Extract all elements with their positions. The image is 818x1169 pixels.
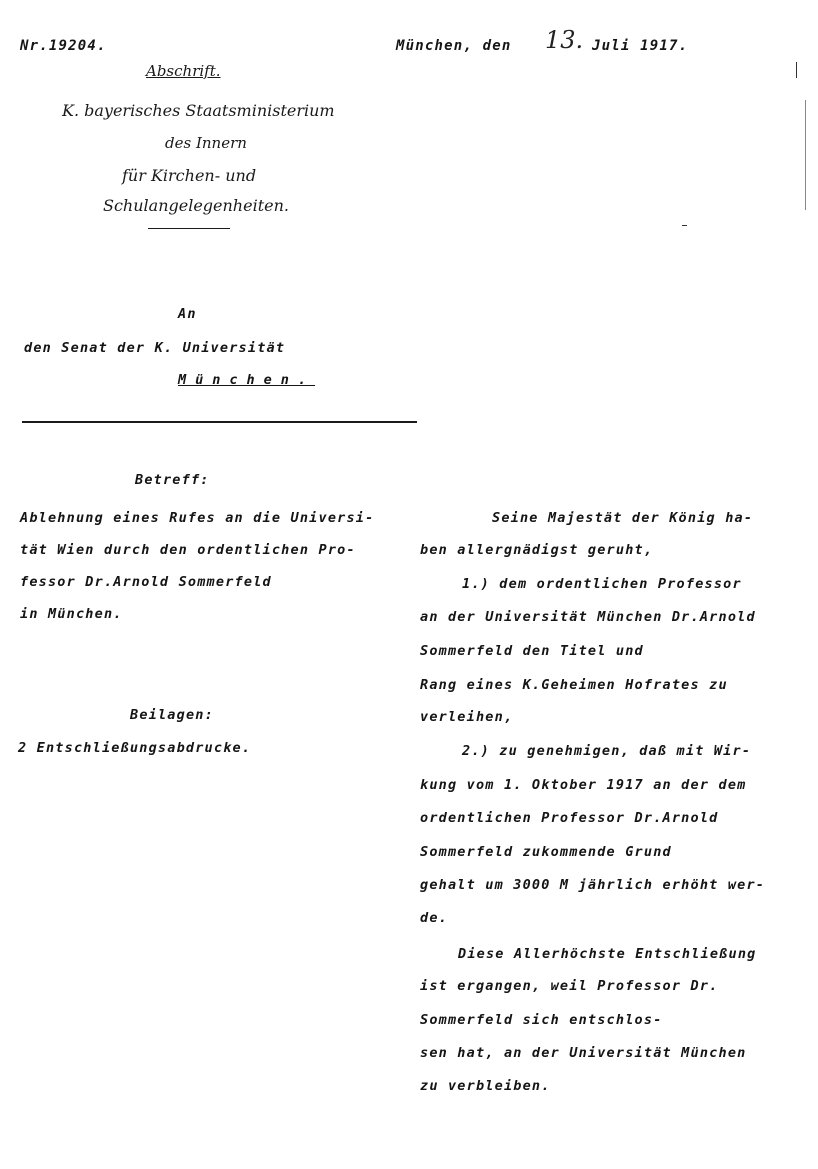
- body-line-13: de.: [420, 910, 448, 926]
- body-line-15: ist ergangen, weil Professor Dr.: [420, 978, 719, 994]
- document-reference: Nr.19204.: [20, 38, 107, 54]
- scan-speck: [682, 225, 687, 226]
- enclosures-heading: Beilagen:: [130, 707, 214, 723]
- body-line-17: sen hat, an der Universität München: [420, 1045, 747, 1061]
- body-line-6: Rang eines K.Geheimen Hofrates zu: [420, 677, 728, 693]
- subject-line-1: Ablehnung eines Rufes an die Universi-: [20, 510, 375, 526]
- place-date-prefix: München, den: [396, 38, 512, 54]
- date-month-year: Juli 1917.: [592, 38, 689, 54]
- handwritten-date-day: 13.: [545, 26, 584, 54]
- body-line-5: Sommerfeld den Titel und: [420, 643, 644, 659]
- subject-line-3: fessor Dr.Arnold Sommerfeld: [20, 574, 272, 590]
- subject-line-2: tät Wien durch den ordentlichen Pro-: [20, 542, 356, 558]
- scan-speck: [805, 100, 806, 210]
- scan-speck: [796, 62, 797, 78]
- letterhead-divider: [148, 228, 230, 229]
- body-line-10: ordentlichen Professor Dr.Arnold: [420, 810, 719, 826]
- subject-line-4: in München.: [20, 606, 123, 622]
- body-line-9: kung vom 1. Oktober 1917 an der dem: [420, 777, 747, 793]
- subject-heading: Betreff:: [135, 472, 210, 488]
- body-line-4: an der Universität München Dr.Arnold: [420, 609, 756, 625]
- body-line-8: 2.) zu genehmigen, daß mit Wir-: [462, 743, 752, 759]
- body-line-7: verleihen,: [420, 709, 514, 725]
- recipient-senate: den Senat der K. Universität: [24, 340, 286, 356]
- body-line-1: Seine Majestät der König ha-: [492, 510, 754, 526]
- letterhead-interior: des Innern: [165, 134, 247, 152]
- body-line-18: zu verbleiben.: [420, 1078, 551, 1094]
- letterhead-schools: Schulangelegenheiten.: [103, 196, 289, 215]
- letterhead-churches: für Kirchen- und: [122, 166, 257, 185]
- body-line-16: Sommerfeld sich entschlos-: [420, 1012, 663, 1028]
- section-rule: [22, 421, 417, 423]
- letterhead-ministry: K. bayerisches Staatsministerium: [62, 101, 335, 120]
- body-line-14: Diese Allerhöchste Entschließung: [458, 946, 757, 962]
- body-line-3: 1.) dem ordentlichen Professor: [462, 576, 742, 592]
- body-line-2: ben allergnädigst geruht,: [420, 542, 654, 558]
- body-line-12: gehalt um 3000 M jährlich erhöht wer-: [420, 877, 766, 893]
- recipient-city: München.: [178, 372, 316, 388]
- enclosures-item: 2 Entschließungsabdrucke.: [18, 740, 252, 756]
- letterhead-copy-mark: Abschrift.: [146, 62, 221, 80]
- body-line-11: Sommerfeld zukommende Grund: [420, 844, 672, 860]
- recipient-to: An: [178, 306, 197, 322]
